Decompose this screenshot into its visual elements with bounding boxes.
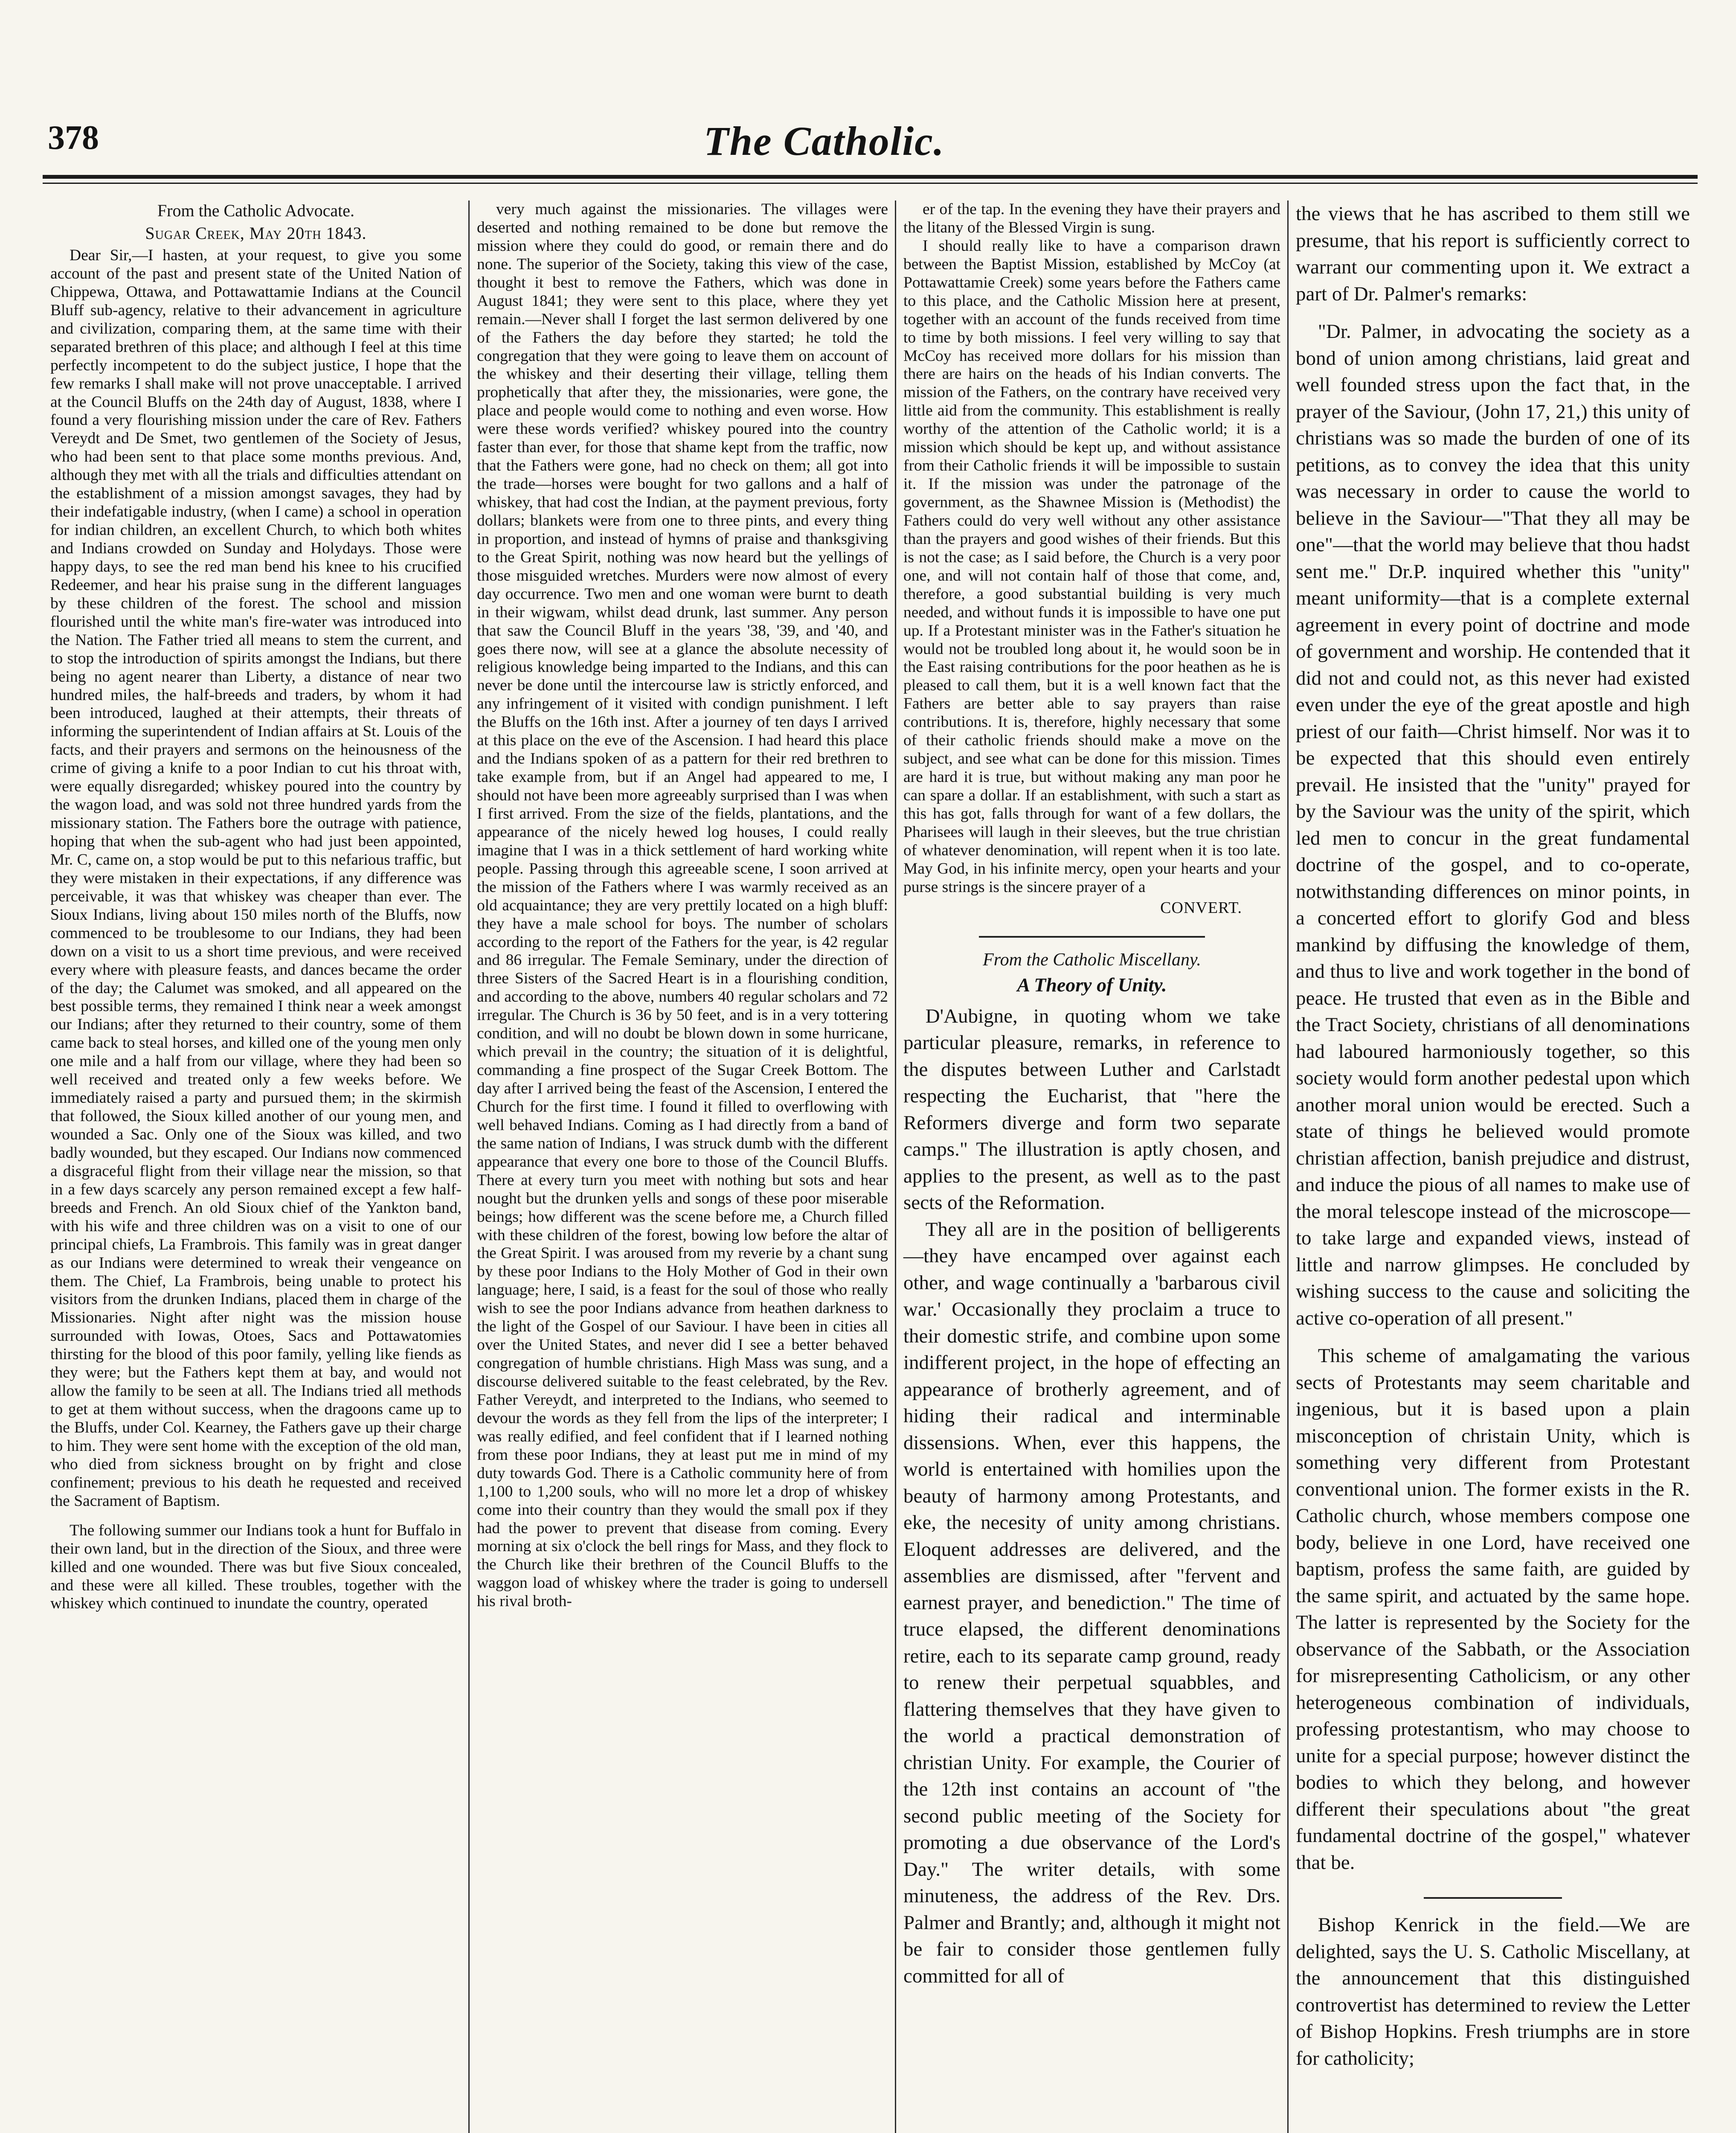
- article-paragraph: This scheme of amalgamating the various sects of Protestants may seem charitable and ingenious, but it is based upon a plain misconception of christain Unity, which is something very different from Protestant conventional union. The former exists in the R. Catholic church, whose members compose one body, believe in one Lord, have received one baptism, profess the same faith, are guided by the same spirit, and actuated by the same hope. The latter is represented by the Society for the observance of the Sabbath, or the Association for misrepresenting Catholicism, or any other heterogeneous combination of individuals, professing protestantism, who may choose to unite for a special purpose; however distinct the bodies to which they belong, and however different their speculations about "the great fundamental doctrine of the gospel," whatever that be.: [1296, 1345, 1690, 1874]
- article-source: From the Catholic Miscellany.: [983, 950, 1201, 970]
- quoted-remarks: "Dr. Palmer, in advocating the society as a bond of union among christians, laid great and well founded stress upon the fact that, in the prayer of the Saviour, (John 17, 21,) this unity of christians was so made the burden of one of its petitions, as to convey the idea that this unity was necessary in order to cause the world to believe in the Saviour—"That they all may be one"—that the world may believe that thou hadst sent me." Dr.P. inquired whether this "unity" meant uniformity—that is a complete external agreement in every point of doctrine and mode of government and worship. He contended that it did not and could not, as this never had existed even under the eye of the great apostle and high priest of our faith—Christ himself. Nor was it to be expected that this should even entirely prevail. He insisted that the "unity" prayed for by the Saviour was the unity of the spirit, which led men to concur in the great fundamental doctrine of the gospel, and to co-operate, notwithstanding differences on minor points, in a concerted effort to glorify God and bless mankind by diffusing the knowledge of them, and thus to live and work together in the bond of peace. He trusted that even as in the Bible and the Tract Society, christians of all denominations had laboured harmoniously together, so this society would form another pedestal upon which another moral union would be erected. Such a state of things he believed would promote christian affection, banish prejudice and distrust, and induce the pious of all names to make use of the moral telescope instead of the microscope—to take large and expanded views, instead of little and narrow glimpses. He concluded by wishing success to the cause and soliciting the active co-operation of all present.": [1296, 320, 1690, 1329]
- article-divider: [1424, 1897, 1562, 1899]
- letter-paragraph: I should really like to have a comparison drawn between the Baptist Mission, established by McCoy (at Pottawattamie Creek) some years before the Fathers came to this place, and the Catholic Mission here at present, together with an account of the funds received from time to time by both missions. I feel very willing to say that McCoy has received more dollars for his mission than there are hairs on the heads of his Indian converts. The mission of the Fathers, on the contrary have received very little aid from the community. This establishment is really worthy of the attention of the Catholic world; it is a mission which should be kept up, and without assistance from their Catholic friends it will be impossible to sustain it. If the mission was under the patronage of the government, as the Shawnee Mission is (Methodist) the Fathers could do very well without any other assistance than the prayers and good wishes of their friends. But this is not the case; as I said before, the Church is a very poor one, and will not contain half of those that come, and, therefore, a good substantial building is very much needed, and without funds it is impossible to have one put up. If a Protestant minister was in the Father's situation he would not be troubled long about it, he would soon be in the East raising contributions for the poor heathen as he is pleased to call them, but it is a well known fact that the Fathers are better able to say prayers than raise contributions. It is, therefore, highly necessary that some of their catholic friends should make a move on the subject, and see what can be done for this mission. Times are hard it is true, but without making any man poor he can spare a dollar. If an establishment, with such a start as this has got, falls through for want of a few dollars, the Pharisees will laugh in their sleeves, but the true christian of whatever denomination, will repent when it is too late. May God, in his infinite mercy, open your hearts and your purse strings is the sincere prayer of a: [903, 237, 1280, 896]
- column-4: [1288, 201, 1698, 2133]
- masthead-title: The Catholic.: [704, 118, 945, 164]
- article-source: From the Catholic Advocate.: [157, 201, 355, 220]
- article-paragraph: D'Aubigne, in quoting whom we take particular pleasure, remarks, in reference to the disputes between Luther and Carlstadt respecting the Eucharist, that "here the Reformers diverge and form two separate camps." The illustration is aptly chosen, and applies to the present, as well as to the past sects of the Reformation.: [903, 1005, 1280, 1214]
- paragraph-gap: [1296, 307, 1690, 318]
- dateline: Sugar Creek, May 20th 1843.: [145, 224, 367, 243]
- header-rule-thin: [43, 183, 1698, 184]
- article-paragraph: the views that he has ascribed to them still we presume, that his report is sufficiently correct to warrant our commenting upon it. We extract a part of Dr. Palmer's remarks:: [1296, 203, 1690, 305]
- news-item: Bishop Kenrick in the field.—We are delighted, says the U. S. Catholic Miscellany, at the announcement that this distinguished controvertist has determined to review the Letter of Bishop Hopkins. Fresh triumphs are in store for catholicity;: [1296, 1914, 1690, 2069]
- article-title: A Theory of Unity.: [1017, 974, 1167, 996]
- column-2: [469, 201, 896, 2133]
- column-3: [896, 201, 1288, 2133]
- letter-paragraph: er of the tap. In the evening they have their prayers and the litany of the Blessed Virgin is sung.: [903, 201, 1280, 236]
- article-divider: [979, 936, 1205, 938]
- paragraph-gap: [50, 1511, 462, 1522]
- page-number: 378: [48, 119, 99, 157]
- article-paragraph: They all are in the position of belligerents—they have encamped over against each other, and wage continually a 'barbarous civil war.' Occasionally they proclaim a truce to their domestic strife, and combine upon some indifferent project, in the hope of effecting an appearance of brotherly agreement, and of hiding their radical and interminable dissensions. When, ever this happens, the world is entertained with homilies upon the beauty of harmony among Protestants, and eke, the necesity of unity among christians. Eloquent addresses are delivered, and the assemblies are dismissed, after "fervent and earnest prayer, and benediction." The time of truce elapsed, the different denominations retire, each to its separate camp ground, ready to renew their perpetual squabbles, and flattering themselves that they have given to the world a practical demonstration of christian Unity. For example, the Courier of the 12th inst contains an account of "the second public meeting of the Society for promoting a due observance of the Lord's Day." The writer details, with some minuteness, the address of the Rev. Drs. Palmer and Brantly; and, although it might not be fair to consider those gentlemen fully committed for all of: [903, 1218, 1280, 1987]
- column-1: [43, 201, 469, 2133]
- letter-paragraph: Dear Sir,—I hasten, at your request, to give you some account of the past and present state of the United Nation of Chippewa, Ottawa, and Pottawattamie Indians at the Council Bluff sub-agency, relative to their advancement in agriculture and civilization, comparing them, at the same time with their separated brethren of this place; and although I feel at this time perfectly incompetent to do the subject justice, I hope that the few remarks I shall make will not prove unacceptable. I arrived at the Council Bluffs on the 24th day of August, 1838, where I found a very flourishing mission under the care of Rev. Fathers Vereydt and De Smet, two gentlemen of the Society of Jesus, who had been sent to that place some months previous. And, although they met with all the trials and difficulties attendant on the establishment of a mission amongst savages, they had by their indefatigable industry, (when I came) a school in operation for indian children, an excellent Church, to which both whites and Indians crowded on Sunday and Holydays. Those were happy days, to see the red man bend his knee to his crucified Redeemer, and hear his praise sung in the different languages by these children of the forest. The school and mission flourished until the white man's fire-water was introduced into the Nation. The Father tried all means to stem the current, and to stop the introduction of spirits amongst the Indians, but there being no agent nearer than Liberty, a distance of near two hundred miles, the half-breeds and traders, by whom it had been introduced, laughed at their attempts, their threats of informing the superintendent of Indian affairs at St. Louis of the facts, and their prayers and sermons on the heinousness of the crime of giving a knife to a poor Indian to cut his throat with, were equally disregarded; whiskey poured into the country by the wagon load, and was sold not three hundred yards from the missionary station. The Fathers bore the outrage with patience, hoping that when the sub-agent who had just been appointed, Mr. C, came on, a stop would be put to this nefarious traffic, but they were mistaken in their expectations, if any difference was perceivable, it was that whiskey was cheaper than ever. The Sioux Indians, living about 150 miles north of the Bluffs, now commenced to be troublesome to our Indians, they had been down on a visit to us a short time previous, and were received every where with pleasure feasts, and dances became the order of the day; the Calumet was smoked, and all appeared on the best possible terms, they remained I think near a week amongst our Indians; after they returned to their country, some of them came back to steal horses, and killed one of the young men only one mile and a half from our village, where they had been so well received and treated only a few weeks before. We immediately raised a party and pursued them; in the skirmish that followed, the Sioux killed another of our young men, and wounded a Sac. Only one of the Sioux was killed, and two badly wounded, but they escaped. Our Indians now commenced a disgraceful flight from their village near the mission, so that in a few days scarcely any person remained except a few half-breeds and French. An old Sioux chief of the Yankton band, with his wife and three children was on a visit to one of our principal chiefs, La Frambrois. This family was in great danger as our Indians were determined to wreak their vengeance on them. The Chief, La Frambrois, being unable to protect his visitors from the drunken Indians, placed them in charge of the Missionaries. Night after night was the mission house surrounded with Iowas, Otoes, Sacs and Pottawatomies thirsting for the blood of this poor family, yelling like fiends as they were; but the Fathers kept them at bay, and would not allow the family to be seen at all. The Indians tried all methods to get at them without success, when the dragoons came up to the Bluffs, under Col. Kearney, the Fathers gave up their charge to him. They were sent home with the exception of the old man, who died from sickness brought on by fright and close confinement; previous to his death he requested and received the Sacrament of Baptism.: [50, 247, 462, 1510]
- letter-paragraph: The following summer our Indians took a hunt for Buffalo in their own land, but in the direction of the Sioux, and three were killed and one wounded. There was but five Sioux concealed, and these were all killed. These troubles, together with the whiskey which continued to inundate the country, operated: [50, 1521, 462, 1613]
- letter-paragraph: very much against the missionaries. The villages were deserted and nothing remained to be done but remove the mission where they could do good, or remain there and do none. The superior of the Society, taking this view of the case, thought it best to remove the Fathers, which was done in August 1841; they were sent to this place, where they yet remain.—Never shall I forget the last sermon delivered by one of the Fathers the day before they started; he told the congregation that they were going to leave them on account of the whiskey and their deserting their village, telling them prophetically that after they, the missionaries, were gone, the place and people would come to nothing and even worse. How were these words verified? whiskey poured into the country faster than ever, for those that shame kept from the traffic, now that the Fathers were gone, had no check on them; all got into the trade—horses were bought for two gallons and a half of whiskey, that had cost the Indian, at the payment previous, forty dollars; blankets were from one to three pints, and every thing in proportion, and instead of hymns of praise and thanksgiving to the Great Spirit, nothing was now heard but the yellings of those misguided wretches. Murders were now almost of every day occurrence. Two men and one woman were burnt to death in their wigwam, whilst dead drunk, last summer. Any person that saw the Council Bluff in the years '38, '39, and '40, and goes there now, will see at a glance the absolute necessity of religious knowledge being imparted to the Indians, and this can never be done until the intercourse law is strictly enforced, and any infringement of it visited with condign punishment. I left the Bluffs on the 16th inst. After a journey of ten days I arrived at this place on the eve of the Ascension. I had heard this place and the Indians spoken of as a pattern for their red brethren to take example from, but if an Angel had appeared to me, I should not have been more agreeably surprised than I was when I first arrived. From the size of the fields, plantations, and the appearance of the nicely hewed log houses, I could really imagine that I was in a thick settlement of hard working white people. Passing through this agreeable scene, I soon arrived at the mission of the Fathers where I was warmly received as an old acquaintance; they are very prettily located on a high bluff: they have a male school for boys. The number of scholars according to the report of the Fathers for the year, is 42 regular and 86 irregular. The Female Seminary, under the direction of three Sisters of the Sacred Heart is in a flourishing condition, and according to the above, numbers 40 regular scholars and 72 irregular. The Church is 36 by 50 feet, and is in a very tottering condition, and will no doubt be blown down in some hurricane, which prevail in the country; the situation of it is delightful, commanding a fine prospect of the Sugar Creek Bottom. The day after I arrived being the feast of the Ascension, I entered the Church for the first time. I found it filled to overflowing with well behaved Indians. Coming as I had directly from a band of the same nation of Indians, I was struck dumb with the different appearance that every one bore to those of the Council Bluffs. There at every turn you meet with nothing but sots and hear nought but the drunken yells and songs of these poor miserable beings; how different was the scene before me, a Church filled with these children of the forest, bowing low before the altar of the Great Spirit. I was aroused from my reverie by a chant sung by these poor Indians to the Holy Mother of God in their own language; here, I said, is a feast for the soul of those who really wish to see the poor Indians advance from heathen darkness to the light of the Gospel of our Saviour. I have been in cities all over the United States, and never did I see a better behaved congregation of humble christians. High Mass was sung, and a discourse delivered suitable to the feast celebrated, by the Rev. Father Vereydt, and interpreted to the Indians, who seemed to devour the words as they fell from the lips of the interpreter; I was really edified, and feel confident that if I learned nothing from these poor Indians, they at least put me in mind of my duty towards God. There is a Catholic community here of from 1,100 to 1,200 souls, who will no more let a drop of whiskey come into their country than they would the small pox if they had the power to prevent that disease from coming. Every morning at six o'clock the bell rings for Mass, and they flock to the Church like their brethren of the Council Bluffs to the waggon load of whiskey where the trader is going to undersell his rival broth-: [477, 201, 888, 1610]
- header-rule-thick: [43, 175, 1698, 179]
- paragraph-gap: [1296, 1331, 1690, 1343]
- signature: CONVERT.: [1160, 898, 1242, 917]
